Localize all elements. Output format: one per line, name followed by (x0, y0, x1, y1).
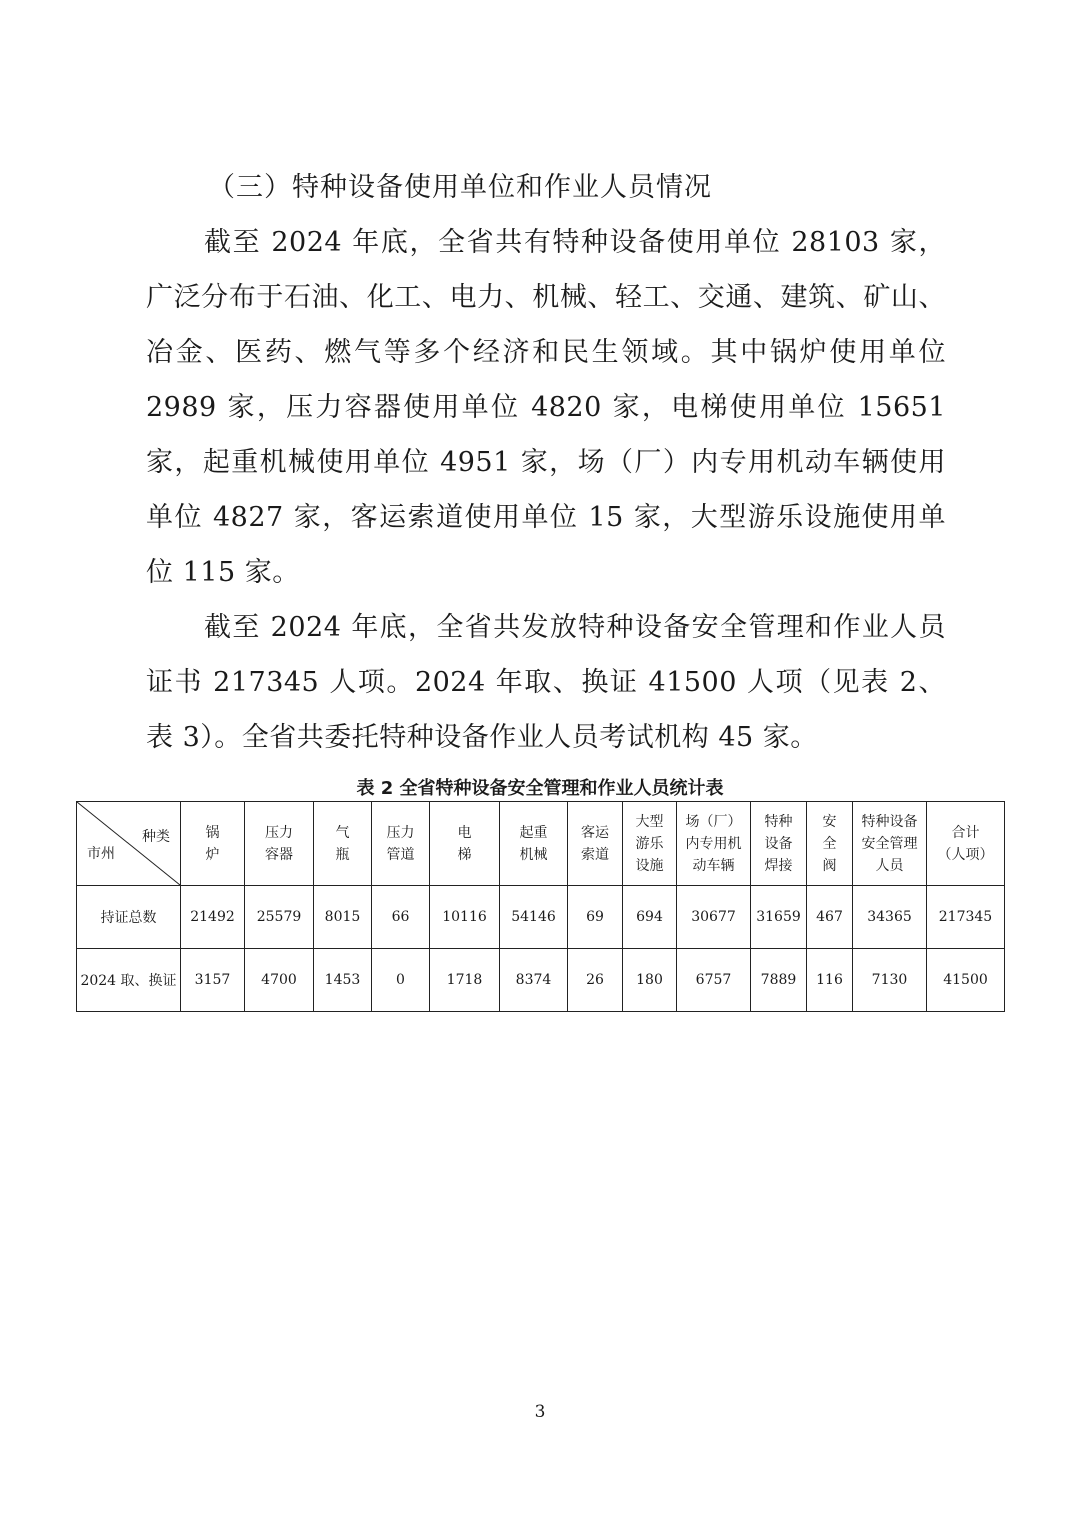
column-header (927, 802, 1005, 886)
column-header (245, 802, 314, 886)
corner-label-category: 种类 (142, 829, 170, 845)
table-cell: 217345 (927, 886, 1005, 949)
table-header-row (77, 802, 1005, 886)
page-number: 3 (534, 1402, 546, 1422)
column-header-line: 起重 (519, 824, 548, 841)
column-header-line: 全 (822, 835, 837, 852)
column-header (677, 802, 751, 886)
column-header-line: 动车辆 (692, 857, 735, 874)
column-header-line: 管道 (386, 846, 415, 863)
table-cell: 0 (372, 949, 430, 1012)
column-header (807, 802, 853, 886)
table-row (77, 886, 1005, 949)
column-header-line: 炉 (205, 846, 220, 863)
column-header-line: 人员 (875, 857, 904, 874)
column-header-line: 梯 (457, 846, 472, 863)
table-cell: 180 (623, 949, 677, 1012)
table-cell: 467 (807, 886, 853, 949)
column-header (623, 802, 677, 886)
column-header-line: 压力 (265, 824, 293, 841)
table-cell: 10116 (430, 886, 500, 949)
corner-label-city: 市州 (87, 846, 115, 862)
table-cell: 30677 (677, 886, 751, 949)
table-cell: 69 (568, 886, 623, 949)
column-header-line: 机械 (519, 846, 548, 863)
table-cell: 21492 (181, 886, 245, 949)
column-header-line: 索道 (581, 846, 609, 863)
column-header-line: 锅 (205, 824, 220, 841)
table-cell: 66 (372, 886, 430, 949)
column-header-line: 客运 (581, 824, 609, 841)
table-cell: 694 (623, 886, 677, 949)
table-cell: 7130 (853, 949, 927, 1012)
table-cell: 1718 (430, 949, 500, 1012)
table-cell: 41500 (927, 949, 1005, 1012)
table-cell: 116 (807, 949, 853, 1012)
table-cell: 8374 (500, 949, 568, 1012)
paragraph-certificates: 截至 2024 年底，全省共发放特种设备安全管理和作业人员证书 217345 人项。2024 年取、换证 41500 人项（见表 2、表 3）。全省共委托特种设备作业人员考试机构 45 家。 (146, 612, 946, 753)
row-label: 2024 取、换证 (77, 949, 181, 1012)
column-header-line: 阀 (822, 857, 837, 874)
column-header-line: 内专用机 (685, 835, 742, 852)
column-header-line: 焊接 (764, 857, 793, 874)
column-header-line: 大型 (635, 813, 664, 830)
section-heading: （三）特种设备使用单位和作业人员情况 (208, 172, 712, 203)
table-corner-cell (77, 802, 181, 886)
table-caption: 表 2 全省特种设备安全管理和作业人员统计表 (356, 778, 724, 799)
stats-table (76, 801, 1005, 1012)
column-header-line: 安全管理 (861, 835, 918, 852)
column-header-line: 场（厂） (685, 813, 742, 830)
table-cell: 34365 (853, 886, 927, 949)
table-row (77, 949, 1005, 1012)
column-header (853, 802, 927, 886)
paragraph-usage-units: 截至 2024 年底，全省共有特种设备使用单位 28103 家，广泛分布于石油、化工、电力、机械、轻工、交通、建筑、矿山、冶金、医药、燃气等多个经济和民生领域。其中锅炉使用单位 2989 家，压力容器使用单位 4820 家，电梯使用单位 15651 家，起重机械使用单位 4951 家，场（厂）内专用机动车辆使用单位 4827 家，客运索道使用单位 15 家，大型游乐设施使用单位 115 家。 (146, 227, 946, 588)
column-header (568, 802, 623, 886)
column-header-line: 气 (335, 824, 350, 841)
column-header (181, 802, 245, 886)
column-header-line: 压力 (386, 824, 415, 841)
column-header-line: 游乐 (635, 835, 664, 852)
column-header-line: 设备 (764, 835, 793, 852)
table-cell: 25579 (245, 886, 314, 949)
table-cell: 7889 (751, 949, 807, 1012)
table-cell: 4700 (245, 949, 314, 1012)
table-cell: 31659 (751, 886, 807, 949)
column-header-line: 电 (457, 824, 472, 841)
column-header-line: 容器 (265, 846, 293, 863)
column-header-line: 安 (822, 813, 837, 830)
row-label: 持证总数 (77, 886, 181, 949)
column-header (500, 802, 568, 886)
column-header (314, 802, 372, 886)
column-header (372, 802, 430, 886)
table-cell: 6757 (677, 949, 751, 1012)
column-header-line: 设施 (635, 857, 664, 874)
column-header-line: 特种设备 (861, 813, 918, 830)
table-cell: 8015 (314, 886, 372, 949)
column-header-line: 合计 (951, 824, 980, 841)
column-header (751, 802, 807, 886)
column-header-line: （人项） (937, 846, 994, 863)
table-cell: 54146 (500, 886, 568, 949)
table-cell: 1453 (314, 949, 372, 1012)
column-header (430, 802, 500, 886)
table-cell: 3157 (181, 949, 245, 1012)
column-header-line: 瓶 (335, 846, 350, 863)
table-cell: 26 (568, 949, 623, 1012)
column-header-line: 特种 (764, 813, 793, 830)
